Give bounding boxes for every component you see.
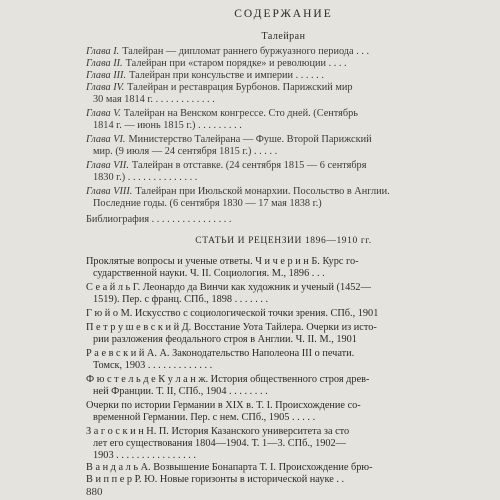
toc-entry-chapter-6 xyxy=(86,134,481,158)
toc-entry-chapter-7 xyxy=(86,160,481,184)
toc-entry-article xyxy=(86,322,481,346)
chapter-title: Талейран в отставке. (24 сентября 1815 — 6 сентября xyxy=(131,160,367,171)
article-line: рии разложения феодального строя в Англии. Ч. II. М., 1901 xyxy=(93,334,357,345)
chapter-label: Глава II. xyxy=(86,58,123,69)
chapter-title: Талейран — дипломат раннего буржуазного периода . . . xyxy=(122,46,370,57)
chapter-label: Глава VII. xyxy=(86,160,129,171)
chapter-title-cont: 30 мая 1814 г. . . . . . . . . . . . . xyxy=(93,94,215,105)
article-line: Г ю й о М. Искусство с социологической точки зрения. СПб., 1901 xyxy=(86,308,379,319)
toc-entry-article xyxy=(86,474,481,486)
chapter-label: Глава VIII. xyxy=(86,186,133,197)
toc-entry-article xyxy=(86,348,481,372)
toc-entry-bibliography: Библиография . . . . . . . . . . . . . . . . xyxy=(86,214,232,225)
article-line: Очерки по истории Германии в XIX в. Т. I. Происхождение со- xyxy=(86,400,361,411)
article-line: Томск, 1903 . . . . . . . . . . . . . xyxy=(93,360,213,371)
chapter-title-cont: 1830 г.) . . . . . . . . . . . . . . xyxy=(93,172,198,183)
chapter-title: Талейран при консульстве и империи . . . . . . xyxy=(129,70,324,81)
toc-entry-chapter-8 xyxy=(86,186,481,210)
chapter-title: Талейран при «старом порядке» и революции . . . . xyxy=(125,58,347,69)
article-line: З а г о с к и н Н. П. История Казанского университета за сто xyxy=(86,426,350,437)
toc-entry-chapter-1 xyxy=(86,46,481,58)
toc-entry-chapter-5 xyxy=(86,108,481,132)
page-title: СОДЕРЖАНИЕ xyxy=(234,8,333,20)
chapter-label: Глава V. xyxy=(86,108,121,119)
article-line: В а н д а л ь А. Возвышение Бонапарта Т. I. Происхождение брю- xyxy=(86,462,373,473)
chapter-title: Талейран и реставрация Бурбонов. Парижский мир xyxy=(127,82,353,93)
chapter-title: Талейран на Венском конгрессе. Сто дней. (Сентябрь xyxy=(123,108,358,119)
toc-entry-article xyxy=(86,462,481,474)
toc-entry-article xyxy=(86,374,481,398)
article-line: Проклятые вопросы и ученые ответы. Ч и ч е р и н Б. Курс го- xyxy=(86,256,359,267)
toc-entry-article xyxy=(86,426,481,462)
chapter-label: Глава IV. xyxy=(86,82,125,93)
article-line: С е а й л ь Г. Леонардо да Винчи как художник и ученый (1452— xyxy=(86,282,371,293)
article-line: временной Германии. Пер. с нем. СПб., 1905 . . . . . xyxy=(93,412,316,423)
article-line: лет его существования 1804—1904. Т. 1—3. СПб., 1902— xyxy=(93,438,346,449)
article-line: П е т р у ш е в с к и й Д. Восстание Уота Тайлера. Очерки из исто- xyxy=(86,322,377,333)
article-line: ней Франции. Т. II, СПб., 1904 . . . . . . . . xyxy=(93,386,268,397)
chapter-label: Глава I. xyxy=(86,46,120,57)
article-line: Ф ю с т е л ь д е К у л а н ж. История общественного строя древ- xyxy=(86,374,370,385)
chapter-title-cont: мир. (9 июля — 24 сентября 1815 г.) . . . . . xyxy=(93,146,278,157)
chapter-title: Талейран при Июльской монархии. Посольство в Англии. xyxy=(135,186,390,197)
chapter-label: Глава III. xyxy=(86,70,127,81)
toc-entry-chapter-2 xyxy=(86,58,481,70)
chapter-title-cont: Последние годы. (6 сентября 1830 — 17 мая 1838 г.) xyxy=(93,198,322,209)
toc-entry-article xyxy=(86,308,481,320)
chapter-title: Министерство Талейрана — Фуше. Второй Парижский xyxy=(128,134,372,145)
article-line: Р а е в с к и й А. А. Законодательство Наполеона III о печати. xyxy=(86,348,355,359)
page-number: 880 xyxy=(86,486,103,498)
article-line: сударственной науки. Ч. II. Социология. М., 1896 . . . xyxy=(93,268,325,279)
section-title-articles: СТАТЬИ И РЕЦЕНЗИИ 1896—1910 гг. xyxy=(195,236,372,246)
article-line: 1519). Пер. с франц. СПб., 1898 . . . . . . . xyxy=(93,294,269,305)
section-title-talleyrand: Талейран xyxy=(261,31,306,42)
article-line: В и п п е р Р. Ю. Новые горизонты в исторической науке . . xyxy=(86,474,345,485)
toc-entry-article xyxy=(86,256,481,280)
chapter-label: Глава VI. xyxy=(86,134,126,145)
article-line: 1903 . . . . . . . . . . . . . . . . xyxy=(93,450,196,461)
toc-entry-chapter-4 xyxy=(86,82,481,106)
chapter-title-cont: 1814 г. — июнь 1815 г.) . . . . . . . . . xyxy=(93,120,242,131)
toc-entry-article xyxy=(86,400,481,424)
toc-entry-article xyxy=(86,282,481,306)
toc-entry-chapter-3 xyxy=(86,70,481,82)
